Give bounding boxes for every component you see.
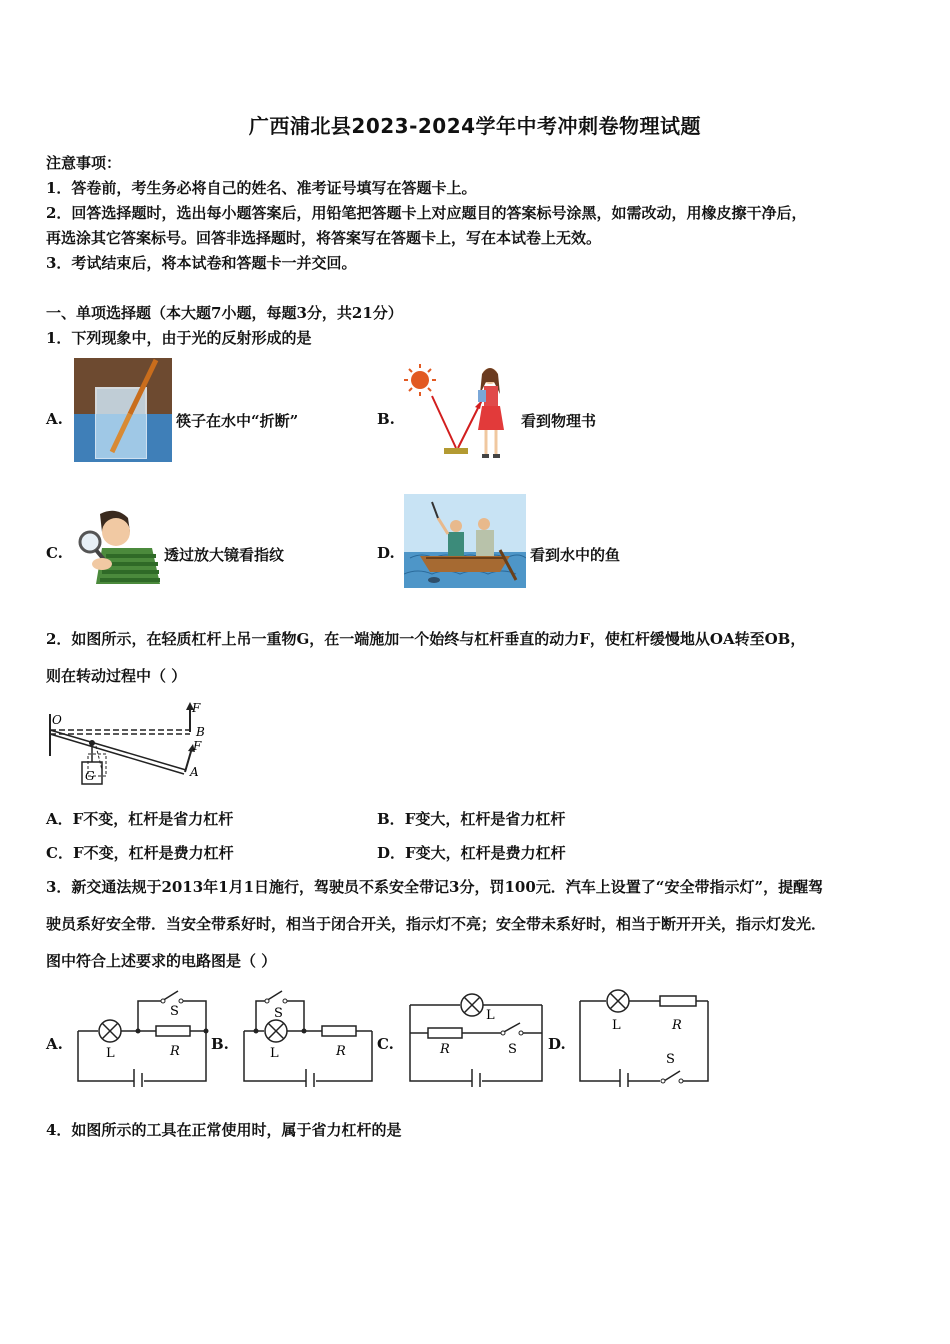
lamp-label: L	[270, 1046, 279, 1061]
lever-diagram	[44, 700, 214, 792]
girl-reading-book-image	[402, 360, 518, 464]
section-heading: 一、单项选择题（本大题7小题，每题3分，共21分）	[46, 304, 403, 322]
lever-label-force: F	[193, 739, 202, 753]
switch-label: S	[508, 1042, 517, 1057]
q2-option-d[interactable]: D．F变大，杠杆是费力杠杆	[377, 844, 566, 862]
notice-item: 2．回答选择题时，选出每小题答案后，用铅笔把答题卡上对应题目的答案标号涂黑，如需改动，用橡皮擦干净后，	[46, 204, 807, 222]
chopsticks-in-water-image	[74, 358, 172, 462]
question-3-stem: 3．新交通法规于2013年1月1日施行，驾驶员不系安全带记3分，罚100元．汽车上设置了“安全带指示灯”，提醒驾	[46, 878, 824, 896]
lamp-label: L	[612, 1018, 621, 1033]
notice-item: 3．考试结束后，将本试卷和答题卡一并交回。	[46, 254, 357, 272]
switch-label: S	[274, 1006, 283, 1021]
notice-item: 1．答卷前，考生务必将自己的姓名、准考证号填写在答题卡上。	[46, 179, 477, 197]
q1-option-c-text: 透过放大镜看指纹	[164, 546, 285, 564]
q1-option-b-text: 看到物理书	[521, 412, 597, 430]
question-3-stem-cont: 驶员系好安全带．当安全带系好时，相当于闭合开关，指示灯不亮；安全带未系好时，相当于断开开关，指示灯发光．	[46, 915, 827, 933]
lever-label-a: A	[190, 765, 199, 779]
resistor-label: R	[170, 1044, 180, 1059]
lever-label-force: F	[192, 701, 201, 715]
resistor-label: R	[440, 1042, 450, 1057]
question-4-stem: 4．如图所示的工具在正常使用时，属于省力杠杆的是	[46, 1121, 402, 1139]
lever-label-weight: G	[85, 769, 95, 783]
lever-label-b: B	[196, 725, 205, 739]
circuit-c-diagram	[404, 985, 548, 1087]
fishing-boat-image	[404, 494, 526, 588]
circuit-a-diagram	[70, 985, 212, 1087]
q1-option-a-text: 筷子在水中“折断”	[176, 412, 299, 430]
notice-heading: 注意事项：	[46, 154, 122, 172]
q2-option-c[interactable]: C．F不变，杠杆是费力杠杆	[46, 844, 234, 862]
q2-option-b[interactable]: B．F变大，杠杆是省力杠杆	[377, 810, 566, 828]
q3-option-a-label[interactable]: A.	[46, 1035, 63, 1053]
lever-label-o: O	[52, 713, 62, 727]
q1-option-d-label[interactable]: D.	[377, 544, 395, 562]
q1-option-d-text: 看到水中的鱼	[530, 546, 621, 564]
switch-label: S	[170, 1004, 179, 1019]
q3-option-d-label[interactable]: D.	[548, 1035, 566, 1053]
switch-label: S	[666, 1052, 675, 1067]
question-1-stem: 1．下列现象中，由于光的反射形成的是	[46, 329, 312, 347]
q1-option-a-label[interactable]: A.	[46, 410, 63, 428]
circuit-d-diagram	[574, 985, 714, 1087]
q2-option-a[interactable]: A．F不变，杠杆是省力杠杆	[46, 810, 234, 828]
lamp-label: L	[106, 1046, 115, 1061]
lamp-label: L	[486, 1008, 495, 1023]
q1-option-b-label[interactable]: B.	[377, 410, 395, 428]
question-3-stem-cont: 图中符合上述要求的电路图是（ ）	[46, 952, 277, 970]
notice-item: 再选涂其它答案标号。回答非选择题时，将答案写在答题卡上，写在本试卷上无效。	[46, 229, 602, 247]
question-2-stem: 2．如图所示，在轻质杠杆上吊一重物G，在一端施加一个始终与杠杆垂直的动力F，使杠杆缓慢地从OA转至OB，	[46, 630, 806, 648]
q1-option-c-label[interactable]: C.	[46, 544, 63, 562]
question-2-stem-cont: 则在转动过程中（ ）	[46, 667, 187, 685]
resistor-label: R	[672, 1018, 682, 1033]
circuit-b-diagram	[236, 985, 378, 1087]
page-title: 广西浦北县2023-2024学年中考冲刺卷物理试题	[248, 114, 702, 138]
q3-option-b-label[interactable]: B.	[211, 1035, 229, 1053]
resistor-label: R	[336, 1044, 346, 1059]
magnifying-glass-image	[72, 508, 162, 584]
q3-option-c-label[interactable]: C.	[377, 1035, 394, 1053]
